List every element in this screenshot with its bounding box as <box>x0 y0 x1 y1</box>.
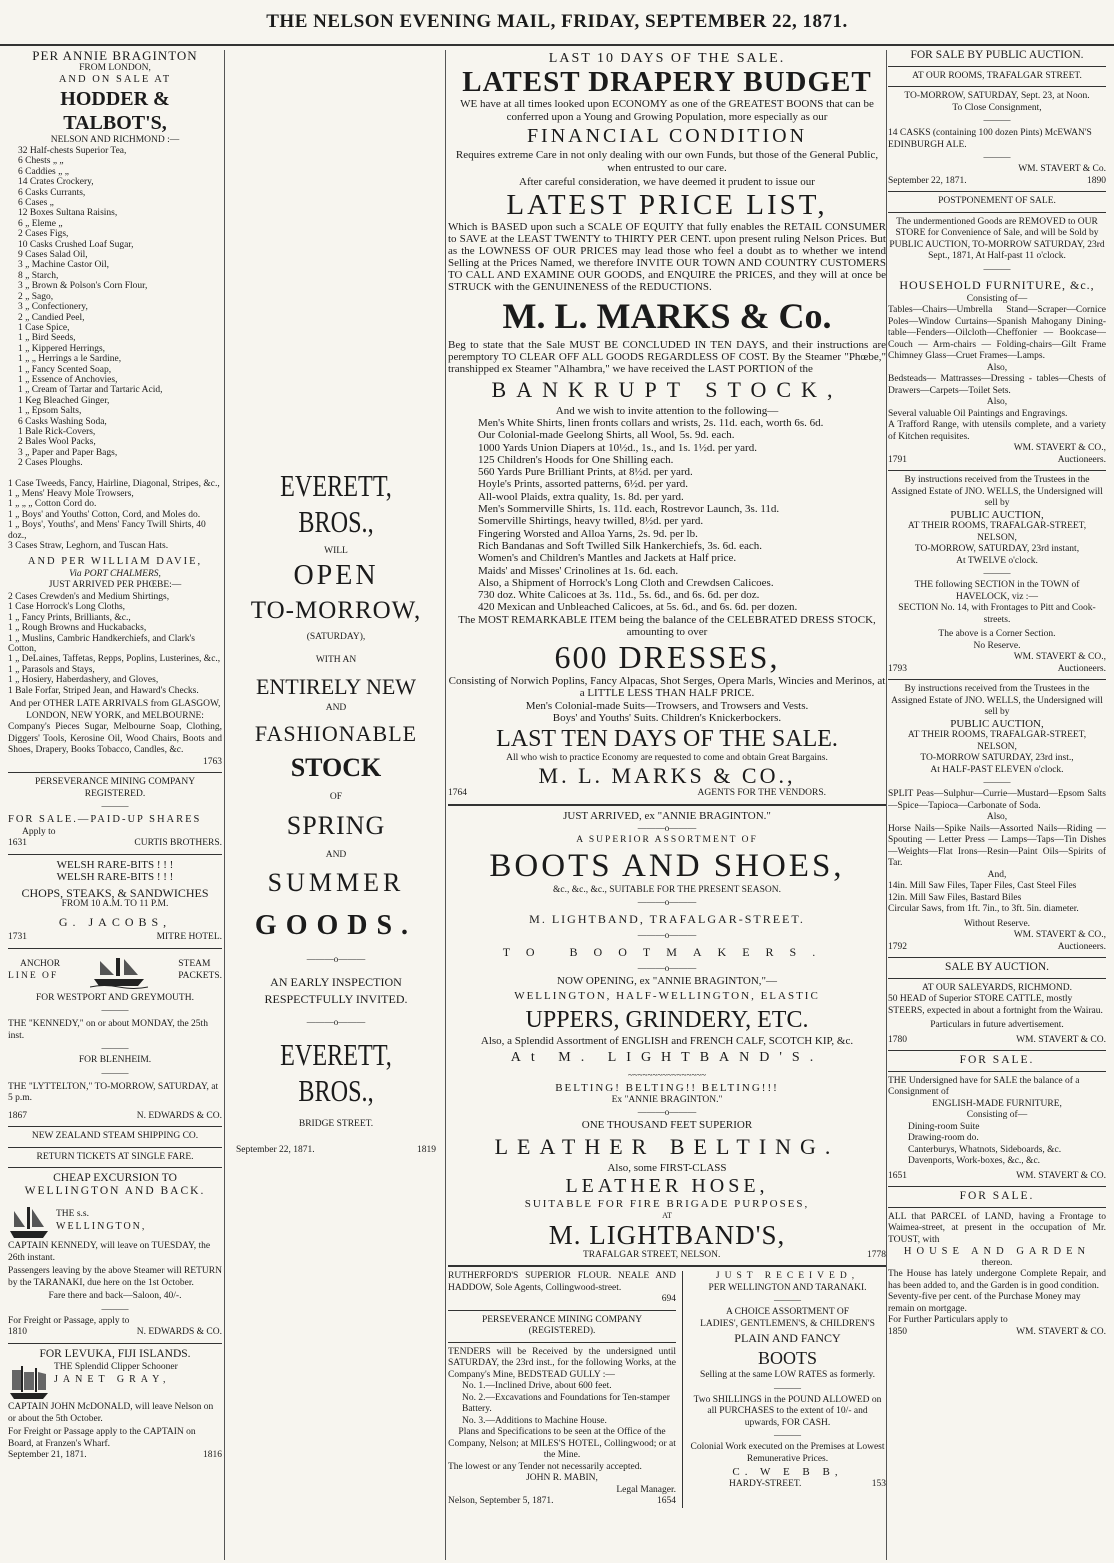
advert-line: Also, <box>986 397 1008 407</box>
advert-line: N. EDWARDS & CO. <box>136 1110 222 1121</box>
advert-line: THE "LYTTELTON," TO-MORROW, SATURDAY, at 5 p.m. <box>8 1081 219 1103</box>
list-item: 1 „ Boys' and Youths' Cotton, Cord, and Moles do. <box>8 509 201 520</box>
advert-line: AND <box>325 702 347 713</box>
advert-heading: HOUSEHOLD FURNITURE, &c., <box>899 277 1095 292</box>
list-item: 3 „ Paper and Paper Bags, <box>18 447 118 458</box>
advert-line: Legal Manager. <box>616 1484 676 1495</box>
advert-line: Apply to <box>22 826 56 837</box>
advert-number: 1654 <box>657 1496 676 1507</box>
advert-paragraph: Requires extreme Care in not only dealing with our own Funds, but those of the General Public, when entrusted to our care. <box>455 149 879 174</box>
advert-line: thereon. <box>981 1257 1013 1268</box>
advert-number: 1731 <box>8 932 27 942</box>
list-item: 1 Case Tweeds, Fancy, Hairline, Diagonal, Stripes, &c., <box>8 478 220 489</box>
advert-line: FROM 10 A.M. TO 11 P.M. <box>61 899 169 909</box>
advert-line: FOR WESTPORT AND GREYMOUTH. <box>36 992 194 1003</box>
list-item: 8 „ Starch, <box>18 270 59 281</box>
advert-line: Fare there and back—Saloon, 40/-. <box>48 1291 182 1301</box>
advert-paragraph: Two SHILLINGS in the POUND ALLOWED on all PURCHASES to the extent of 10/- and upwards, FOR CASH. <box>693 1394 882 1428</box>
advert-paragraph: 50 HEAD of Superior STORE CATTLE, mostly STEERS, expected in about a fortnight from the Wairau. <box>888 994 1103 1016</box>
advert-paragraph: Bedsteads— Mattrasses—Dressing - tables—Chests of Drawers—Carpets—Toilet Sets. <box>888 374 1106 396</box>
advert-number: 153 <box>871 1478 886 1489</box>
advert-line: At HALF-PAST ELEVEN o'clock. <box>930 764 1064 775</box>
advert-line: CAPTAIN KENNEDY, will leave on TUESDAY, the 26th instant. <box>8 1241 211 1263</box>
advert-line: BELTING! BELTING!! BELTING!!! <box>555 1082 779 1095</box>
list-item: Somerville Shirtings, heavy twilled, 8½d. per yard. <box>478 515 704 528</box>
advert-line: For Freight or Passage apply to the CAPTAIN on Board, at Franzen's Wharf. <box>8 1427 196 1449</box>
list-item: Canterburys, Whatnots, Sideboards, &c. <box>908 1144 1062 1155</box>
advert-heading: PERSEVERANCE MINING COMPANY <box>34 777 196 787</box>
list-item: 1 „ Cream of Tartar and Tartaric Acid, <box>18 385 163 396</box>
list-item: Maids' and Misses' Crinolines at 1s. 6d. each. <box>478 564 679 577</box>
advert-title: 600 DRESSES, <box>554 638 780 675</box>
advert-paragraph: For Further Particulars apply to <box>888 1315 1008 1325</box>
advert-line: TRAFALGAR STREET, NELSON. <box>583 1249 721 1260</box>
advert-line: JANET GRAY, <box>54 1373 171 1385</box>
advert-heading: FASHIONABLE <box>254 721 418 746</box>
advert-line: WM. STAVERT & CO., <box>1013 652 1106 662</box>
list-item: 1 „ „ „ Cotton Cord do. <box>8 499 97 510</box>
advert-line: To Close Consignment, <box>952 102 1042 113</box>
advert-heading: PER ANNIE BRAGINTON <box>32 50 198 63</box>
list-item: 2 Cases Ploughs. <box>18 458 83 469</box>
advert-paragraph: WE have at all times looked upon ECONOMY as one of the GREATEST BOONS that can be conferred upon a Young and Growing Population, more especially as our <box>460 98 874 123</box>
advert-line: WELLINGTON, <box>56 1220 147 1232</box>
advert-heading: TO-MORROW, <box>250 596 422 624</box>
list-item: No. 3.—Additions to Machine House. <box>462 1415 607 1426</box>
advert-line: N. EDWARDS & CO. <box>136 1327 222 1337</box>
advert-heading: LAST 10 DAYS OF THE SALE. <box>548 51 786 66</box>
advert-number: 1867 <box>8 1110 27 1121</box>
advert-paragraph: Consisting of Norwich Poplins, Fancy Alpacas, Shot Serges, Opera Marls, Wincies and Merinos, at a LITTLE LESS THAN HALF PRICE. <box>448 674 886 700</box>
list-item: 1 „ Boys', Youths', and Mens' Fancy Twill Shirts, 40 doz., <box>8 520 206 541</box>
advert-line: Consisting of— <box>966 1110 1028 1120</box>
advert-paragraph: THE following SECTION in the TOWN of HAVELOCK, viz :— <box>914 580 1080 602</box>
steamship-icon <box>8 1201 50 1241</box>
goods-list <box>8 479 222 552</box>
column-rule <box>224 50 225 1560</box>
advert-line: (SATURDAY), <box>306 631 366 642</box>
advert-line: JOHN R. MABIN, <box>526 1473 598 1484</box>
advert-paragraph: The House has lately undergone Complete Repair, and has been added to, and the Garden is in good condition. <box>888 1269 1106 1291</box>
list-item: Men's White Shirts, linen fronts collars and wrists, 2s. 11d. each, worth 6s. 6d. <box>478 417 824 429</box>
advert-line: At TWELVE o'clock. <box>956 555 1038 566</box>
advert-number: 1890 <box>1087 175 1106 186</box>
advert-line: THE "KENNEDY," on or about MONDAY, the 25th inst. <box>8 1019 208 1041</box>
list-item: 1 „ Kippered Herrings, <box>18 343 106 354</box>
advert-line: ENGLISH-MADE FURNITURE, <box>932 1098 1062 1109</box>
advert-line: HARDY-STREET. <box>729 1478 802 1489</box>
advert-line: SUITABLE FOR FIRE BRIGADE PURPOSES, <box>524 1198 810 1211</box>
advert-line: WM. STAVERT & CO. <box>1016 1034 1106 1045</box>
advert-paragraph: THE Undersigned have for SALE the balance of a Consignment of <box>888 1075 1080 1097</box>
list-item: 1 Keg Bleached Ginger, <box>18 395 110 406</box>
advert-paragraph: SECTION No. 14, with Frontages to Pitt and Cook-streets. <box>898 603 1096 625</box>
list-item: Our Colonial-made Geelong Shirts, all Wool, 5s. 9d. each. <box>478 429 735 442</box>
advert-title: BOOTS AND SHOES, <box>489 847 845 884</box>
advert-title: M. L. MARKS & Co. <box>502 295 832 336</box>
advert-paragraph: Also, a Splendid Assortment of ENGLISH and FRENCH CALF, SCOTCH KIP, &c. <box>480 1034 854 1047</box>
column-4: FOR SALE BY PUBLIC AUCTION. AT OUR ROOMS, TRAFALGAR STREET. TO-MORROW, SATURDAY, Sept. 23, at Noon. To Close Consignment, ——— 14 CASKS (containing 100 dozen Pints) McEWAN'S EDINBURGH ALE. ——— WM. STAVERT & Co. September 22, 1871. 1890 POSTPONEMENT OF SALE. The undermentioned Goods are REMOVED to OUR STORE for Convenience of Sale, and will be Sold by PUBLIC AUCTION, TO-MORROW SATURDAY, 23rd Sept., 1871, At Half-past 11 o'clock. ——— HOUSEHOLD FURNITURE, &c., Consisting of— Tables—Chairs—Umbrella Stand—Scraper—Cornice Poles—Window Curtains—Spanish Mahogany Dining-table—Fenders—Oilcloth—Cheffonier — Bookcase—Couch — Arm-chairs — Folding-chairs—Gilt Frame Chimney Glass—Cruet Frames—Lamps. Also, Bedsteads— Mattrasses—Dressing - tables—Chests of Drawers—Carpets—Toilet Sets. Also, Several valuable Oil Paintings and Engravings. A Trafford Range, with utensils complete, and a variety of Kitchen requisites. WM. STAVERT & CO., 1791 Auctioneers. By instructions received from the Trustees in the Assigned Estate of JNO. WELLS, the Undersigned will sell by PUBLIC AUCTION, AT THEIR ROOMS, TRAFALGAR-STREET, NELSON, TO-MORROW, SATURDAY, 23rd instant, At TWELVE o'clock. ——— THE following SECTION in the TOWN of HAVELOCK, viz :— SECTION No. 14, with Frontages to Pitt and Cook-streets. The above is a Corner Section. No Reserve. WM. STAVERT & CO., 1793 Auctioneers. By instructions received from the Trustees in the Assigned Estate of JNO. WELLS, the Undersigned will sell by PUBLIC AUCTION, AT THEIR ROOMS, TRAFALGAR-STREET, NELSON, TO-MORROW SATURDAY, 23rd inst., At HALF-PAST ELEVEN o'clock. ——— SPLIT Peas—Sulphur—Currie—Mustard—Epsom Salts—Spice—Tapioca—Carbonate of Soda. Also, Horse Nails—Spike Nails—Assorted Nails—Riding — Spouting — Letter Press — Lamps—Taps—Tin Dishes—Weights—Flat Irons—Resin—Paint Oils—Spirits of Tar. And, 14in. Mill Saw Files, Taper Files, Cast Steel Files 12in. Mill Saw Files, Bastard Biles Circular Saws, from 1ft. 7in., to 3ft. 5in. diameter. Without Reserve. WM. STAVERT & CO., 1792 Auctioneers. SALE BY AUCTION. AT OUR SALEYARDS, RICHMOND. 50 HEAD of Superior STORE CATTLE, mostly STEERS, expected in about a fortnight from the Wairau. Particulars in future advertisement. 1780 WM. STAVERT & CO. FOR SALE. THE Undersigned have for SALE the balance of a Consignment of ENGLISH-MADE FURNITURE, Consisting of— Dining-room Suite Drawing-room do. Canterburys, Whatnots, Sideboards, &c. Davenports, Work-boxes, &c., &c. 1651 WM. STAVERT & CO. FOR SALE. ALL that PARCEL of LAND, having a Frontage to Waimea-street, at present in the occupation of Mr. TOUST, with HOUSE AND GARDEN thereon. The House has lately undergone Complete Repair, and has been added to, and the Garden is in good condition. Seventy-five per cent. of the Purchase Money may remain on mortgage. For Further Particulars apply to 1850 WM. STAVERT & CO. <box>888 50 1106 1337</box>
advert-line: Particulars in future advertisement. <box>930 1020 1064 1030</box>
advert-line: C. W E B B, <box>732 1466 843 1479</box>
advert-line: RETURN TICKETS AT SINGLE FARE. <box>36 1151 194 1162</box>
advert-line: CAPTAIN JOHN McDONALD, will leave Nelson on or about the 5th October. <box>8 1402 214 1424</box>
advert-line: The above is a Corner Section. <box>938 629 1056 639</box>
advert-heading: TO BOOTMAKERS. <box>502 945 832 960</box>
list-item: 2 Cases Figs, <box>18 229 69 240</box>
advert-line: AT OUR SALEYARDS, RICHMOND. <box>922 982 1072 993</box>
advert-line: TO-MORROW, SATURDAY, 23rd instant, <box>914 544 1080 554</box>
advert-paragraph: Tables—Chairs—Umbrella Stand—Scraper—Cornice Poles—Window Curtains—Spanish Mahogany Dining-table—Fenders—Oilcloth—Cheffonier — Bookcase—Couch — Arm-chairs — Folding-chairs—Gilt Frame Chimney Glass—Cruet Frames—Lamps. <box>888 305 1106 361</box>
column-rule <box>445 50 446 1560</box>
advert-paragraph: A Trafford Range, with utensils complete, and a variety of Kitchen requisites. <box>888 420 1106 442</box>
advert-line: WM. STAVERT & CO. <box>1016 1170 1106 1181</box>
advert-line: A SUPERIOR ASSORTMENT OF <box>576 835 758 846</box>
list-item: 1 „ DeLaines, Taffetas, Repps, Poplins, Lusterines, &c., <box>8 654 221 665</box>
column-1: PER ANNIE BRAGINTON FROM LONDON, AND ON SALE AT HODDER & TALBOT'S, NELSON AND RICHMOND :— 32 Half-chests Superior Tea, 6 Chests „ „ 6 Caddies „ „ 14 Crates Crockery, 6 Casks Currants, 6 Cases „ 12 Boxes Sultana Raisins, 6 „ Eleme „ 2 Cases Figs, 10 Casks Crushed Loaf Sugar, 9 Cases Salad Oil, 3 „ Machine Castor Oil, 8 „ Starch, 3 „ Brown & Polson's Corn Flour, 2 „ Sago, 3 „ Confectionery, 2 „ Candied Peel, 1 Case Spice, 1 „ Bird Seeds, 1 „ Kippered Herrings, 1 „ „ Herrings a le Sardine, 1 „ Fancy Scented Soap, 1 „ Essence of Anchovies, 1 „ Cream of Tartar and Tartaric Acid, 1 Keg Bleached Ginger, 1 „ Epsom Salts, 6 Casks Washing Soda, 1 Bale Rick-Covers, 2 Bales Wool Packs, 3 „ Paper and Paper Bags, 2 Cases Ploughs. 1 Case Tweeds, Fancy, Hairline, Diagonal, Stripes, &c., 1 „ Mens' Heavy Mole Trowsers, 1 „ „ „ Cotton Cord do. 1 „ Boys' and Youths' Cotton, Cord, and Moles do. 1 „ Boys', Youths', and Mens' Fancy Twill Shirts, 40 doz., 3 Cases Straw, Leghorn, and Tuscan Hats. AND PER WILLIAM DAVIE, Via PORT CHALMERS, JUST ARRIVED PER PHŒBE:— 2 Cases Crewden's and Medium Shirtings, 1 Case Horrock's Long Cloths, 1 „ Fancy Prints, Brilliants, &c., 1 „ Rough Browns and Huckabacks, 1 „ Muslins, Cambric Handkerchiefs, and Clark's Cotton, 1 „ DeLaines, Taffetas, Repps, Poplins, Lusterines, &c., 1 „ Parasols and Stays, 1 „ Hosiery, Haberdashery, and Gloves, 1 Bale Forfar, Striped Jean, and Haward's Checks. And per OTHER LATE ARRIVALS from GLASGOW, LONDON, NEW YORK, and MELBOURNE: Company's Pieces Sugar, Melbourne Soap, Clothing, Diggers' Tools, Kerosine Oil, Wood Chairs, Boots and Shoes, Drapery, Books Tobacco, Candles, &c. 1763 PERSEVERANCE MINING COMPANY REGISTERED. ——— FOR SALE.—PAID-UP SHARES Apply to 1631 CURTIS BROTHERS. WELSH RARE-BITS ! ! ! WELSH RARE-BITS ! ! ! CHOPS, STEAKS, & SANDWICHES FROM 10 A.M. TO 11 P.M. G. JACOBS, 1731 MITRE HOTEL. ANCHOR LINE OF STEAM PACKETS. FOR WESTPORT AND GREYMOUTH. ——— THE "KENNEDY," on or about MONDAY, the 25th inst. ——— FOR BLENHEIM. ——— THE "LYTTELTON," TO-MORROW, SATURDAY, at 5 p.m. 1867 N. EDWARDS & CO. NEW ZEALAND STEAM SHIPPING CO. RETURN TICKETS AT SINGLE FARE. CHEAP EXCURSION TO WELLINGTON AND BACK. THE s.s. WELLINGTON, CAPTAIN KENNEDY, will leave on TUESDAY, the 26th instant. Passengers leaving by the above Steamer will RETURN by the TARANAKI, due here on the 1st October. Fare there and back—Saloon, 40/-. ——— For Freight or Passage, apply to 1810 N. EDWARDS & CO. FOR LEVUKA, FIJI ISLANDS. THE Splendid Clipper Schooner JANET GRAY, CAPTAIN JOHN McDONALD, will leave Nelson on or about the 5th October. For Freight or Passage apply to the CAPTAIN on Board, at Franzen's Wharf. September 21, 1871. 1816 <box>8 50 222 1460</box>
list-item: 1 „ Essence of Anchovies, <box>18 374 118 385</box>
advert-heading: WELLINGTON AND BACK. <box>24 1184 206 1197</box>
list-item: 1 „ Muslins, Cambric Handkerchiefs, and Clark's Cotton, <box>8 633 195 654</box>
advert-line: WM. STAVERT & CO., <box>1013 930 1106 940</box>
advert-paragraph: The undermentioned Goods are REMOVED to OUR STORE for Convenience of Sale, and will be Sold by PUBLIC AUCTION, TO-MORROW SATURDAY, 23rd Sept., 1871, At Half-past 11 o'clock. <box>889 216 1105 261</box>
advert-number: 694 <box>661 1294 676 1305</box>
price-list <box>448 417 886 614</box>
advert-line: AND PER WILLIAM DAVIE, <box>27 556 203 568</box>
advert-paragraph: 14 CASKS (containing 100 dozen Pints) McEWAN'S EDINBURGH ALE. <box>888 128 1092 150</box>
advert-line: OF <box>329 792 343 802</box>
advert-number: 1763 <box>203 756 222 767</box>
advert-line: BRIDGE STREET. <box>298 1119 374 1129</box>
list-item: 1 „ Hosiery, Haberdashery, and Gloves, <box>8 675 159 686</box>
advert-heading: SUMMER <box>267 868 405 897</box>
list-item: 6 „ Eleme „ <box>18 218 63 229</box>
list-item: Hoyle's Prints, assorted patterns, 6½d. per yard. <box>478 478 689 491</box>
list-item: No. 1.—Inclined Drive, about 600 feet. <box>462 1381 612 1392</box>
advert-line: Also, <box>986 362 1008 373</box>
advert-line: WILL <box>324 546 348 556</box>
list-item: 560 Yards Pure Brilliant Prints, at 8½d. per yard. <box>478 466 693 479</box>
list-item: 6 Chests „ „ <box>18 156 64 167</box>
advert-line: FROM LONDON, <box>79 62 151 73</box>
advert-heading: GOODS. <box>254 910 418 941</box>
advert-heading: CHEAP EXCURSION TO <box>53 1172 177 1184</box>
advert-paragraph: After careful consideration, we have deemed it prudent to issue our <box>519 176 815 188</box>
advert-heading: FOR LEVUKA, FIJI ISLANDS. <box>39 1347 191 1360</box>
advert-date: September 22, 1871. <box>888 175 967 186</box>
list-item: 3 „ Confectionery, <box>18 302 88 313</box>
advert-heading: HOUSE AND GARDEN <box>903 1246 1091 1257</box>
advert-number: 1651 <box>888 1170 907 1181</box>
advert-line: TO-MORROW SATURDAY, 23rd inst., <box>920 753 1074 763</box>
list-item: 32 Half-chests Superior Tea, <box>18 146 127 156</box>
advert-title: M. LIGHTBAND'S, <box>548 1219 786 1250</box>
advert-heading: PLAIN AND FANCY <box>734 1331 841 1346</box>
advert-heading: PUBLIC AUCTION, <box>950 717 1044 730</box>
advert-number: 1793 <box>888 663 907 674</box>
advert-heading: SALE BY AUCTION. <box>944 961 1050 973</box>
advert-heading: JUST ARRIVED, ex "ANNIE BRAGINTON." <box>563 809 771 822</box>
list-item: 3 „ Brown & Polson's Corn Flour, <box>18 281 148 292</box>
list-item: 10 Casks Crushed Loaf Sugar, <box>18 239 134 250</box>
advert-date: September 22, 1871. <box>236 1144 315 1155</box>
list-item: Women's and Children's Mantles and Jackets at Half price. <box>478 552 737 565</box>
advert-paragraph: 12in. Mill Saw Files, Bastard Biles <box>888 892 1022 903</box>
advert-number: 1850 <box>888 1326 907 1337</box>
advert-title: EVERETT, BROS., <box>280 1037 392 1108</box>
list-item: 1 „ „ Herrings a le Sardine, <box>18 354 122 365</box>
advert-title: UPPERS, GRINDERY, ETC. <box>525 1006 809 1033</box>
advert-paragraph: Colonial Work executed on the Premises at Lowest Remunerative Prices. <box>690 1442 885 1464</box>
advert-paragraph: Seventy-five per cent. of the Purchase Money may remain on mortgage. <box>888 1292 1081 1314</box>
advert-heading: PERSEVERANCE MINING COMPANY <box>481 1314 643 1325</box>
advert-line: (REGISTERED). <box>528 1326 596 1337</box>
advert-title: M. L. MARKS & CO., <box>538 763 796 789</box>
advert-line: Auctioneers. <box>1057 454 1106 465</box>
advert-line: Passengers leaving by the above Steamer will RETURN by the TARANAKI, due here on the 1st October. <box>8 1266 222 1288</box>
advert-line: AN EARLY INSPECTION RESPECTFULLY INVITED. <box>264 975 408 1006</box>
advert-heading: At M. LIGHTBAND'S. <box>510 1050 824 1066</box>
advert-heading: FOR SALE. <box>959 1190 1035 1202</box>
advert-number: 1792 <box>888 941 907 952</box>
advert-line: G. JACOBS, <box>58 914 172 929</box>
advert-heading: WELSH RARE-BITS ! ! ! <box>56 858 174 871</box>
advert-paragraph: Boys' and Youths' Suits. Children's Knickerbockers. <box>552 712 782 725</box>
advert-number: 1810 <box>8 1327 27 1337</box>
advert-paragraph: Horse Nails—Spike Nails—Assorted Nails—Riding — Spouting — Letter Press — Lamps—Taps—Tin Dishes—Weights—Flat Irons—Resin—Paint Oils—Spirits of Tar. <box>888 823 1106 868</box>
advert-heading: FOR SALE BY PUBLIC AUCTION. <box>910 50 1084 61</box>
advert-number: 1780 <box>888 1034 907 1045</box>
list-item: Dining-room Suite <box>908 1121 980 1132</box>
advert-paragraph: ALL that PARCEL of LAND, having a Frontage to Waimea-street, at present in the occupation of Mr. TOUST, with <box>888 1211 1106 1245</box>
list-item: 1 „ Bird Seeds, <box>18 333 76 344</box>
advert-heading: JUST RECEIVED, <box>715 1271 860 1282</box>
advert-line: FOR SALE.—PAID-UP SHARES <box>8 814 202 825</box>
advert-line: AND ON SALE AT <box>58 74 172 85</box>
advert-line: WM. STAVERT & CO. <box>1016 1326 1106 1337</box>
list-item: Davenports, Work-boxes, &c., &c. <box>908 1156 1041 1166</box>
advert-line: JUST ARRIVED PER PHŒBE:— <box>48 580 182 591</box>
list-item: Drawing-room do. <box>908 1133 979 1143</box>
list-item: All-wool Plaids, extra quality, 1s. 8d. per yard. <box>478 490 684 503</box>
advert-date: September 21, 1871. <box>8 1450 87 1460</box>
advert-paragraph: Which is BASED upon such a SCALE OF EQUITY that fully enables the RETAIL CONSUMER to SAVE at the LEAST TWENTY to THIRTY PER CENT. upon present ruling Nelson Prices. But as the LOWNESS OF OUR PRICES may lead those who feel a doubt as to whether we intend Selling at the Prices Named, we therefore INVITE OUR TOWN AND COUNTRY CUSTOMERS TO CALL AND EXAMINE OUR GOODS, and ENQUIRE the PRICES, and they will at once be STRUCK with the GENUINENESS of the REDUCTIONS. <box>448 220 886 293</box>
advert-paragraph: 14in. Mill Saw Files, Taper Files, Cast Steel Files <box>888 881 1077 891</box>
advert-heading: BOOTS <box>757 1348 817 1369</box>
advert-line: And per OTHER LATE ARRIVALS from GLASGOW, LONDON, NEW YORK, and MELBOURNE: <box>9 699 221 721</box>
advert-heading: OPEN <box>293 559 379 591</box>
advert-line: AT <box>662 1210 672 1220</box>
advert-line: WM. STAVERT & CO., <box>1013 443 1106 453</box>
list-item: 2 Cases Crewden's and Medium Shirtings, <box>8 591 170 602</box>
list-item: 1 „ Parasols and Stays, <box>8 664 95 675</box>
goods-list <box>8 592 222 696</box>
advert-line: Consisting of— <box>966 293 1028 304</box>
list-item: 125 Children's Hoods for One Shilling each. <box>478 453 674 466</box>
advert-line: No Reserve. <box>973 640 1021 651</box>
advert-line: AT THEIR ROOMS, TRAFALGAR-STREET, NELSON, <box>907 730 1087 752</box>
list-item: Fingering Worsted and Alloa Yarns, 2s. 9d. per lb. <box>478 527 698 540</box>
advert-number: 1631 <box>8 838 27 848</box>
advert-title: LAST TEN DAYS OF THE SALE. <box>496 725 838 752</box>
advert-number: 1778 <box>867 1249 886 1260</box>
advert-line: &c., &c., &c., SUITABLE FOR THE PRESENT SEASON. <box>553 884 781 895</box>
list-item: 2 „ Candied Peel, <box>18 312 85 323</box>
advert-paragraph: TENDERS will be Received by the undersigned until SATURDAY, the 23rd inst., for the following Works, at the Company's Mine, BEDSTEAD GULLY :— <box>448 1346 676 1380</box>
advert-line: M. LIGHTBAND, TRAFALGAR-STREET. <box>529 912 805 927</box>
advert-heading: FOR SALE. <box>959 1054 1035 1066</box>
advert-line: FOR BLENHEIM. <box>78 1055 152 1065</box>
masthead: THE NELSON EVENING MAIL, FRIDAY, SEPTEMBER 22, 1871. <box>0 0 1114 46</box>
list-item: 9 Cases Salad Oil, <box>18 250 88 261</box>
advert-line: AGENTS FOR THE VENDORS. <box>697 788 826 799</box>
advert-paragraph: Circular Saws, from 1ft. 7in., to 3ft. 5in. diameter. <box>888 904 1079 914</box>
advert-line: NOW OPENING, ex "ANNIE BRAGINTON,"— <box>557 975 777 988</box>
list-item: 6 Cases „ <box>18 198 54 209</box>
advert-title: HODDER & TALBOT'S, <box>60 87 170 134</box>
advert-heading: BANKRUPT STOCK, <box>491 376 843 402</box>
advert-line: And, <box>987 869 1007 880</box>
list-item: 6 Caddies „ „ <box>18 166 69 177</box>
list-item: Also, a Shipment of Horrock's Long Cloth and Crewdsen Calicoes. <box>478 576 774 589</box>
advert-line: CURTIS BROTHERS. <box>134 838 222 848</box>
advert-title: LEATHER BELTING. <box>494 1133 840 1159</box>
advert-paragraph: Plans and Specifications to be seen at the Office of the Company, Nelson; at MILES'S HOTEL, Collingwood; or at the Mine. <box>448 1427 676 1461</box>
advert-line: PER WELLINGTON AND TARANAKI. <box>708 1282 867 1293</box>
list-item: 1 „ Mens' Heavy Mole Trowsers, <box>8 489 134 499</box>
advert-line: ANCHOR <box>20 959 61 969</box>
advert-date: Nelson, September 5, 1871. <box>448 1496 554 1507</box>
advert-paragraph: All who wish to practice Economy are requested to come and obtain Great Bargains. <box>506 752 828 763</box>
advert-line: AT THEIR ROOMS, TRAFALGAR-STREET, NELSON, <box>907 521 1087 543</box>
list-item: 14 Crates Crockery, <box>18 177 94 188</box>
advert-line: STEAM <box>178 959 211 969</box>
list-item: 1 „ Epsom Salts, <box>18 406 82 417</box>
advert-title: EVERETT, BROS., <box>280 468 392 539</box>
advert-line: WM. STAVERT & Co. <box>1018 164 1106 174</box>
advert-paragraph: Selling at the same LOW RATES as formerly. <box>700 1370 875 1381</box>
advert-number: 1819 <box>417 1144 436 1155</box>
list-item: 420 Mexican and Unbleached Calicoes, at 5s. 6d., and 6s. 6d. per dozen. <box>478 601 798 614</box>
advert-heading: WELSH RARE-BITS ! ! ! <box>56 871 174 883</box>
advert-line: AT OUR ROOMS, TRAFALGAR STREET. <box>912 70 1082 81</box>
advert-line: Also, some FIRST-CLASS <box>607 1161 727 1174</box>
list-item: 6 Casks Washing Soda, <box>18 416 107 427</box>
advert-line: WELLINGTON, HALF-WELLINGTON, ELASTIC <box>514 989 820 1002</box>
advert-line: A CHOICE ASSORTMENT OF <box>725 1307 850 1318</box>
list-item: 2 „ Sago, <box>18 291 54 302</box>
advert-line: Without Reserve. <box>963 918 1031 929</box>
advert-heading: SPRING <box>286 810 386 840</box>
advert-line: LADIES', GENTLEMEN'S, & CHILDREN'S <box>700 1318 875 1329</box>
advert-line: Auctioneers. <box>1057 663 1106 674</box>
advert-line: Via PORT CHALMERS, <box>69 568 161 579</box>
advert-line: Auctioneers. <box>1057 941 1106 952</box>
list-item: 1 Bale Rick-Covers, <box>18 426 96 437</box>
advert-heading: FINANCIAL CONDITION <box>526 125 808 147</box>
advert-line: For Freight or Passage, apply to <box>8 1315 130 1326</box>
advert-paragraph: Several valuable Oil Paintings and Engravings. <box>888 408 1068 419</box>
column-3: LAST 10 DAYS OF THE SALE. LATEST DRAPERY BUDGET WE have at all times looked upon ECONOMY as one of the GREATEST BOONS that can be conferred upon a Young and Growing Population, more especially as our FINANCIAL CONDITION Requires extreme Care in not only dealing with our own Funds, but those of the General Public, when entrusted to our care. After careful consideration, we have deemed it prudent to issue our LATEST PRICE LIST, Which is BASED upon such a SCALE OF EQUITY that fully enables the RETAIL CONSUMER to SAVE at the LEAST TWENTY to THIRTY PER CENT. upon present ruling Nelson Prices. But as the LOWNESS OF OUR PRICES may lead those who feel a doubt as to whether we intend Selling at the Prices Named, we therefore INVITE OUR TOWN AND COUNTRY CUSTOMERS TO CALL AND EXAMINE OUR GOODS, and ENQUIRE the PRICES, and they will at once be STRUCK with the GENUINENESS of the REDUCTIONS. M. L. MARKS & Co. Beg to state that the Sale MUST BE CONCLUDED IN TEN DAYS, and their instructions are peremptory TO CLEAR OFF ALL GOODS REGARDLESS OF COST. By the Steamer "Phœbe," transhipped ex Steamer "Alhambra," we have received the LAST PORTION of the BANKRUPT STOCK, And we wish to invite attention to the following— Men's White Shirts, linen fronts collars and wrists, 2s. 11d. each, worth 6s. 6d. Our Colonial-made Geelong Shirts, all Wool, 5s. 9d. each. 1000 Yards Union Diapers at 10½d., 1s., and 1s. 1½d. per yard. 125 Children's Hoods for One Shilling each. 560 Yards Pure Brilliant Prints, at 8½d. per yard. Hoyle's Prints, assorted patterns, 6½d. per yard. All-wool Plaids, extra quality, 1s. 8d. per yard. Men's Sommerville Shirts, 1s. 11d. each, Rostrevor Launch, 3s. 11d. Somerville Shirtings, heavy twilled, 8½d. per yard. Fingering Worsted and Alloa Yarns, 2s. 9d. per lb. Rich Bandanas and Soft Twilled Silk Hankerchiefs, 3s. 6d. each. Women's and Children's Mantles and Jackets at Half price. Maids' and Misses' Crinolines at 1s. 6d. each. Also, a Shipment of Horrock's Long Cloth and Crewdsen Calicoes. 730 doz. White Calicoes at 3s. 11d., 5s. 6d., and 6s. 6d. per doz. 420 Mexican and Unbleached Calicoes, at 5s. 6d., and 6s. 6d. per dozen. The MOST REMARKABLE ITEM being the balance of the CELEBRATED DRESS STOCK, amounting to over 600 DRESSES, Consisting of Norwich Poplins, Fancy Alpacas, Shot Serges, Opera Marls, Wincies and Merinos, at a LITTLE LESS THAN HALF PRICE. Men's Colonial-made Suits—Trowsers, and Trowsers and Vests. Boys' and Youths' Suits. Children's Knickerbockers. LAST TEN DAYS OF THE SALE. All who wish to practice Economy are requested to come and obtain Great Bargains. M. L. MARKS & CO., 1764 AGENTS FOR THE VENDORS. JUST ARRIVED, ex "ANNIE BRAGINTON." ———o——— A SUPERIOR ASSORTMENT OF BOOTS AND SHOES, &c., &c., &c., SUITABLE FOR THE PRESENT SEASON. ———o——— M. LIGHTBAND, TRAFALGAR-STREET. ———o——— TO BOOTMAKERS. ———o——— NOW OPENING, ex "ANNIE BRAGINTON,"— WELLINGTON, HALF-WELLINGTON, ELASTIC UPPERS, GRINDERY, ETC. Also, a Splendid Assortment of ENGLISH and FRENCH CALF, SCOTCH KIP, &c. At M. LIGHTBAND'S. ~~~~~~~~~~~~~~~~ BELTING! BELTING!! BELTING!!! Ex "ANNIE BRAGINTON." ———o——— ONE THOUSAND FEET SUPERIOR LEATHER BELTING. Also, some FIRST-CLASS LEATHER HOSE, SUITABLE FOR FIRE BRIGADE PURPOSES, AT M. LIGHTBAND'S, TRAFALGAR STREET, NELSON. 1778 RUTHERFORD'S SUPERIOR FLOUR. NEALE AND HADDOW, Sole Agents, Collingwood-street. 694 PERSEVERANCE MINING COMPANY (REGISTERED). TENDERS will be Received by the undersigned until SATURDAY, the 23rd inst., for the following Works, at the Company's Mine, BEDSTEAD GULLY :— No. 1.—Inclined Drive, about 600 feet. No. 2.—Excavations and Foundations for Ten-stamper Battery. No. 3.—Additions to Machine House. Plans and Specifications to be seen at the Office of the Company, Nelson; at MILES'S HOTEL, Collingwood; or at the Mine. The lowest or any Tender not necessarily accepted. JOHN R. MABIN, Legal Manager. Nelson, September 5, 1871. 1654 JUST RECEIVED, PER WELLINGTON AND TARANAKI. ——— A CHOICE ASSORTMENT OF LADIES', GENTLEMEN'S, & CHILDREN'S PLAIN AND FANCY BOOTS Selling at the same LOW RATES as formerly. ——— Two SHILLINGS in the POUND ALLOWED on all PURCHASES to the extent of 10/- and upwards, FOR CASH. ——— Colonial Work executed on the Premises at Lowest Remunerative Prices. C. W E B B, HARDY-STREET. 153 <box>448 51 886 1507</box>
list-item: 1 Bale Forfar, Striped Jean, and Haward's Checks. <box>8 685 199 696</box>
advert-heading: STOCK <box>290 753 382 782</box>
steamship-icon <box>90 953 148 989</box>
advert-heading: PUBLIC AUCTION, <box>950 508 1044 521</box>
list-item: 1 Case Spice, <box>18 322 70 333</box>
advert-line: CHOPS, STEAKS, & SANDWICHES <box>21 885 209 900</box>
list-item: 730 doz. White Calicoes at 3s. 11d., 5s. 6d., and 6s. 6d. per doz. <box>478 589 760 602</box>
advert-paragraph: The MOST REMARKABLE ITEM being the balance of the CELEBRATED DRESS STOCK, amounting to over <box>458 613 876 639</box>
advert-heading: NEW ZEALAND STEAM SHIPPING CO. <box>31 1131 199 1141</box>
advert-line: PACKETS. <box>178 970 222 981</box>
list-item: 1 „ Fancy Scented Soap, <box>18 364 112 375</box>
list-item: 1 „ Fancy Prints, Brilliants, &c., <box>8 612 131 623</box>
list-item: 1 Case Horrock's Long Cloths, <box>8 602 126 613</box>
advert-title: LATEST PRICE LIST, <box>506 188 828 221</box>
advert-heading: POSTPONEMENT OF SALE. <box>938 196 1056 206</box>
advert-number: 1764 <box>448 788 467 799</box>
advert-number: 1791 <box>888 454 907 465</box>
list-item: Rich Bandanas and Soft Twilled Silk Hankerchiefs, 3s. 6d. each. <box>478 539 763 552</box>
advert-paragraph: The lowest or any Tender not necessarily accepted. <box>448 1461 642 1472</box>
list-item: 1 „ Rough Browns and Huckabacks, <box>8 623 147 634</box>
advert-title: LATEST DRAPERY BUDGET <box>462 66 872 98</box>
list-item: 12 Boxes Sultana Raisins, <box>18 208 118 219</box>
advert-line: Company's Pieces Sugar, Melbourne Soap, Clothing, Diggers' Tools, Kerosine Oil, Wood Chairs, Boots and Shoes, Drapery, Books Tobacco, Candles, &c. <box>8 722 222 755</box>
advert-line: Ex "ANNIE BRAGINTON." <box>611 1094 723 1105</box>
list-item: 2 Bales Wool Packs, <box>18 437 96 448</box>
advert-paragraph: By instructions received from the Trustees in the Assigned Estate of JNO. WELLS, the Undersigned will sell by <box>891 684 1103 717</box>
advert-line: THE s.s. <box>56 1209 89 1219</box>
advert-heading: LEATHER HOSE, <box>565 1175 769 1198</box>
column-rule <box>886 50 887 1560</box>
advert-line: LINE OF <box>8 970 59 981</box>
list-item: 3 „ Machine Castor Oil, <box>18 260 110 271</box>
list-item: 1000 Yards Union Diapers at 10½d., 1s., and 1s. 1½d. per yard. <box>478 441 757 454</box>
advert-paragraph: And we wish to invite attention to the following— <box>555 404 779 417</box>
advert-line: NELSON AND RICHMOND :— <box>50 134 180 145</box>
column-2: EVERETT, BROS., WILL OPEN TO-MORROW, (SATURDAY), WITH AN ENTIRELY NEW AND FASHIONABLE STOCK OF SPRING AND SUMMER GOODS. ———o——— AN EARLY INSPECTION RESPECTFULLY INVITED. ———o——— EVERETT, BROS., BRIDGE STREET. September 22, 1871. 1819 <box>228 50 444 1560</box>
advert-paragraph: RUTHERFORD'S SUPERIOR FLOUR. NEALE AND HADDOW, Sole Agents, Collingwood-street. <box>448 1271 676 1293</box>
advert-line: REGISTERED. <box>84 788 146 799</box>
advert-line: ONE THOUSAND FEET SUPERIOR <box>581 1119 753 1132</box>
goods-list <box>8 146 222 469</box>
advert-number: 1816 <box>203 1450 222 1460</box>
list-item: Men's Sommerville Shirts, 1s. 11d. each, Rostrevor Launch, 3s. 11d. <box>478 503 780 516</box>
advert-line: THE Splendid Clipper Schooner <box>54 1362 178 1372</box>
advert-line: AND <box>325 849 347 860</box>
advert-heading: ENTIRELY NEW <box>255 673 417 699</box>
advert-paragraph: By instructions received from the Trustees in the Assigned Estate of JNO. WELLS, the Undersigned will sell by <box>891 475 1103 508</box>
advert-line: Also, <box>986 812 1008 822</box>
advert-line: MITRE HOTEL. <box>156 932 222 942</box>
list-item: 3 Cases Straw, Leghorn, and Tuscan Hats. <box>8 541 169 552</box>
advert-paragraph: Beg to state that the Sale MUST BE CONCLUDED IN TEN DAYS, and their instructions are peremptory TO CLEAR OFF ALL GOODS REGARDLESS OF COST. By the Steamer "Phœbe," transhipped ex Steamer "Alhambra," we have received the LAST PORTION of the <box>448 338 886 375</box>
advert-line: WITH AN <box>315 655 357 665</box>
sailing-ship-icon <box>8 1362 50 1402</box>
advert-paragraph: SPLIT Peas—Sulphur—Currie—Mustard—Epsom Salts—Spice—Tapioca—Carbonate of Soda. <box>888 789 1106 811</box>
list-item: 6 Casks Currants, <box>18 187 86 198</box>
advert-paragraph: Men's Colonial-made Suits—Trowsers, and Trowsers and Vests. <box>525 699 809 712</box>
list-item: No. 2.—Excavations and Foundations for Ten-stamper Battery. <box>462 1392 670 1415</box>
advert-line: TO-MORROW, SATURDAY, Sept. 23, at Noon. <box>904 91 1090 101</box>
